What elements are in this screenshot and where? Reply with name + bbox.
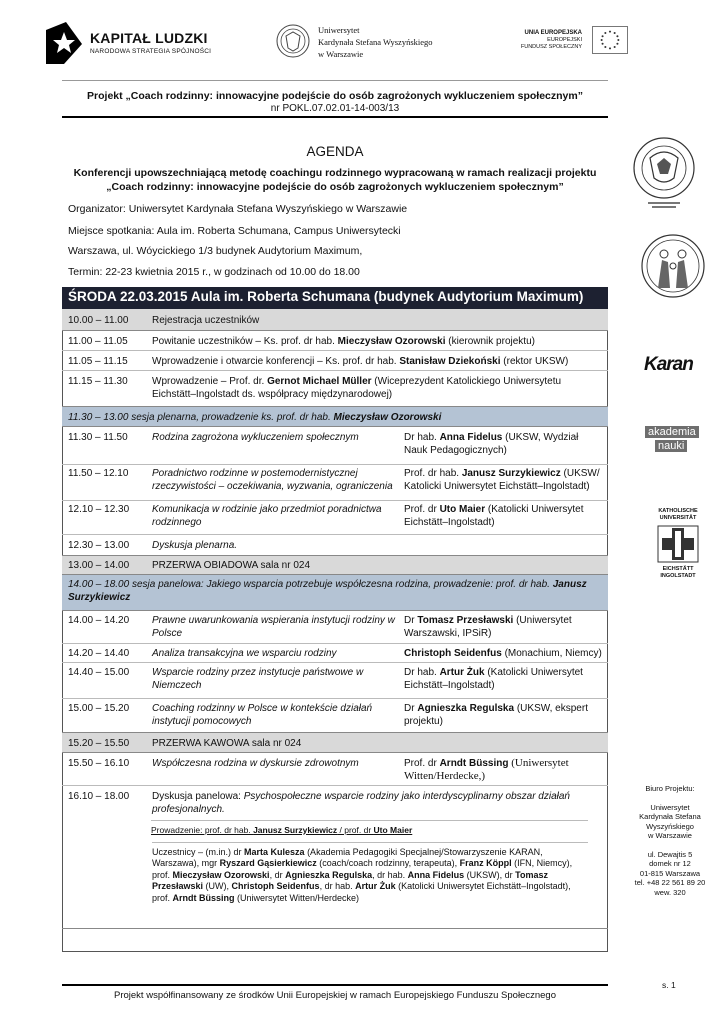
agenda-heading: AGENDA — [306, 144, 364, 159]
eu-flag-icon — [592, 26, 628, 54]
table-row: 11.15 – 11.30 Wprowadzenie – Prof. dr. Gernot Michael Müller (Wiceprezydent Katolickiego Uniwersytetu Eichstätt–Ingolstadt ds. współpracy międzynarodowej) — [62, 370, 608, 406]
page-number: s. 1 — [662, 980, 676, 990]
day-header: ŚRODA 22.03.2015 Aula im. Roberta Schumana (budynek Audytorium Maximum) — [68, 289, 584, 304]
ku-eichstaett-logo: KATHOLISCHE UNIVERSITÄT EICHSTÄTT INGOLSTADT — [652, 508, 704, 580]
uksw-logo — [276, 22, 466, 66]
karan-logo: Karan — [644, 354, 693, 375]
day-header-row — [62, 287, 608, 309]
table-row: 15.00 – 15.20 Coaching rodzinny w Polsce w kontekście działań instytucji pomocowych Dr Agnieszka Regulska (UKSW, ekspert projektu) — [62, 698, 608, 732]
conference-title: Konferencji upowszechniającą metodę coachingu rodzinnego wypracowaną w ramach realizacji projektu „Coach rodzinny: innowacyjne podejście do osób zagrożonych wykluczeniem społecznym” — [73, 167, 597, 193]
agenda-table — [62, 287, 608, 904]
session-row: 11.30 – 13.00 sesja plenarna, prowadzenie ks. prof. dr hab. Mieczysław Ozorowski — [62, 406, 608, 426]
project-number: nr POKL.07.02.01-14-003/13 — [270, 103, 400, 114]
panel-participants: Uczestnicy – (m.in.) dr Marta Kulesza (Akademia Pedagogiki Specjalnej/Stowarzyszenie KARAN, Warszawa), mgr Ryszard Gąsierkiewicz (coach/coach rodzinny, terapeuta), Franz Köppl (IFN, Niemcy), prof. Mieczysław Ozorowski, dr Agnieszka Regulska, dr hab. Anna Fidelus (UKSW), dr Tomasz Przesławski (UW), Christoph Seidenfus, dr hab. Artur Żuk (Katolicki Uniwersytet Eichstätt–Ingolstadt), prof. Arndt Büssing (Uniwersytet Witten/Herdecke) — [152, 842, 588, 905]
break-row: 15.20 – 15.50 PRZERWA KAWOWA sala nr 024 — [62, 732, 608, 752]
ku-eichstaett-mark-icon — [656, 524, 700, 564]
table-bottom-divider — [62, 928, 608, 929]
kapital-subtitle: NARODOWA STRATEGIA SPÓJNOŚCI — [90, 48, 212, 55]
kapital-ludzki-star-icon — [44, 20, 84, 64]
table-row: 11.00 – 11.05 Powitanie uczestników – Ks. prof. dr hab. Mieczysław Ozorowski (kierownik projektu) — [62, 330, 608, 350]
project-office: Biuro Projektu: Uniwersytet Kardynała Stefana Wyszyńskiego w Warszawie ul. Dewajtis 5 domek nr 12 01-815 Warszawa tel. +48 22 561 89 20 wew. 320 — [634, 784, 706, 897]
session-row: 14.00 – 18.00 sesja panelowa: Jakiego wsparcia potrzebuje współczesna rodzina, prowadzenie: prof. dr hab. Janusz Surzykiewicz — [62, 574, 608, 610]
table-row: 16.10 – 18.00 Dyskusja panelowa: Psychospołeczne wsparcie rodziny jako interdyscyplinarny obszar działań profesjonalnych. Prowadzenie: prof. dr hab. Janusz Surzykiewicz / prof. dr Uto Maier Uczestnicy – (m.in.) dr Marta Kulesza (Akademia Pedagogiki Specjalnej/Stowarzyszenie KARAN, Warszawa), mgr Ryszard Gąsierkiewicz (coach/coach rodzinny, terapeuta), Franz Köppl (IFN, Niemcy), prof. Mieczysław Ozorowski, dr Agnieszka Regulska, dr hab. Anna Fidelus (UKSW), dr Tomasz Przesławski (UW), Christoph Seidenfus, dr hab. Artur Żuk (Katolicki Uniwersytet Eichstätt–Ingolstadt), prof. Arndt Büssing (Uniwersytet Witten/Herdecke) — [62, 785, 608, 904]
kapital-ludzki-logo — [44, 20, 214, 64]
uksw-seal-icon — [276, 24, 310, 58]
table-row: 11.05 – 11.15 Wprowadzenie i otwarcie konferencji – Ks. prof. dr hab. Stanisław Dziekoński (rektor UKSW) — [62, 350, 608, 370]
term: Termin: 22-23 kwietnia 2015 r., w godzinach od 10.00 do 18.00 — [68, 266, 360, 278]
footer-text: Projekt współfinansowany ze środków Unii Europejskiej w ramach Europejskiego Funduszu Społecznego — [114, 990, 556, 1001]
place-line2: Warszawa, ul. Wóycickiego 1/3 budynek Audytorium Maximum, — [68, 245, 363, 257]
table-row: 14.40 – 15.00 Wsparcie rodziny przez instytucje państwowe w Niemczech Dr hab. Artur Żuk (Katolicki Uniwersytet Eichstätt–Ingolstadt) — [62, 662, 608, 698]
project-divider — [62, 116, 608, 118]
table-row: 15.50 – 16.10 Współczesna rodzina w dyskursie zdrowotnym Prof. dr Arndt Büssing (Uniwersytet Witten/Herdecke,) — [62, 752, 608, 785]
table-row: 14.00 – 14.20 Prawne uwarunkowania wspierania instytucji rodziny w Polsce Dr Tomasz Przesławski (Uniwersytet Warszawski, IPSiR) — [62, 610, 608, 643]
break-row: 13.00 – 14.00 PRZERWA OBIADOWA sala nr 024 — [62, 555, 608, 574]
header-divider — [62, 80, 608, 81]
kapital-title: KAPITAŁ LUDZKI — [90, 30, 208, 46]
project-title: Projekt „Coach rodzinny: innowacyjne podejście do osób zagrożonych wykluczeniem społecznym” — [87, 90, 583, 102]
organizer: Organizator: Uniwersytet Kardynała Stefana Wyszyńskiego w Warszawie — [68, 203, 408, 215]
ue-logo — [500, 24, 628, 64]
table-row: 14.20 – 14.40 Analiza transakcyjna we wsparciu rodziny Christoph Seidenfus (Monachium, Niemcy) — [62, 643, 608, 662]
table-row: 10.00 – 11.00 Rejestracja uczestników — [62, 309, 608, 330]
table-row: 12.30 – 13.00 Dyskusja plenarna. — [62, 534, 608, 555]
uksw-cardinal-seal-icon — [630, 136, 698, 210]
panel-title: Dyskusja panelowa: Psychospołeczne wsparcie rodziny jako interdyscyplinarny obszar działań profesjonalnych. — [152, 790, 570, 815]
panel-lead: Prowadzenie: prof. dr hab. Janusz Surzykiewicz / prof. dr Uto Maier — [151, 820, 588, 837]
table-row: 11.30 – 11.50 Rodzina zagrożona wykluczeniem społecznym Dr hab. Anna Fidelus (UKSW, Wydział Nauk Pedagogicznych) — [62, 426, 608, 464]
table-row: 11.50 – 12.10 Poradnictwo rodzinne w postemodernistycznej rzeczywistości – oczekiwania, wyzwania, ograniczenia Prof. dr hab. Janusz Surzykiewicz (UKSW/ Katolicki Uniwersytet Eichstätt–Ingolstadt) — [62, 464, 608, 500]
uksw-name: Uniwersytet Kardynała Stefana Wyszyńskiego w Warszawie — [318, 25, 433, 59]
footer-divider — [62, 984, 608, 986]
ue-text: UNIA EUROPEJSKA EUROPEJSKI FUNDUSZ SPOŁECZNY — [520, 30, 582, 50]
akademia-nauki-logo: akademia nauki — [645, 426, 709, 454]
place-line1: Miejsce spotkania: Aula im. Roberta Schumana, Campus Uniwersytecki — [68, 225, 401, 237]
holy-family-seal-icon — [640, 232, 706, 306]
table-row: 12.10 – 12.30 Komunikacja w rodzinie jako przedmiot poradnictwa rodzinnego Prof. dr Uto Maier (Katolicki Uniwersytet Eichstätt–Ingolstadt) — [62, 500, 608, 534]
